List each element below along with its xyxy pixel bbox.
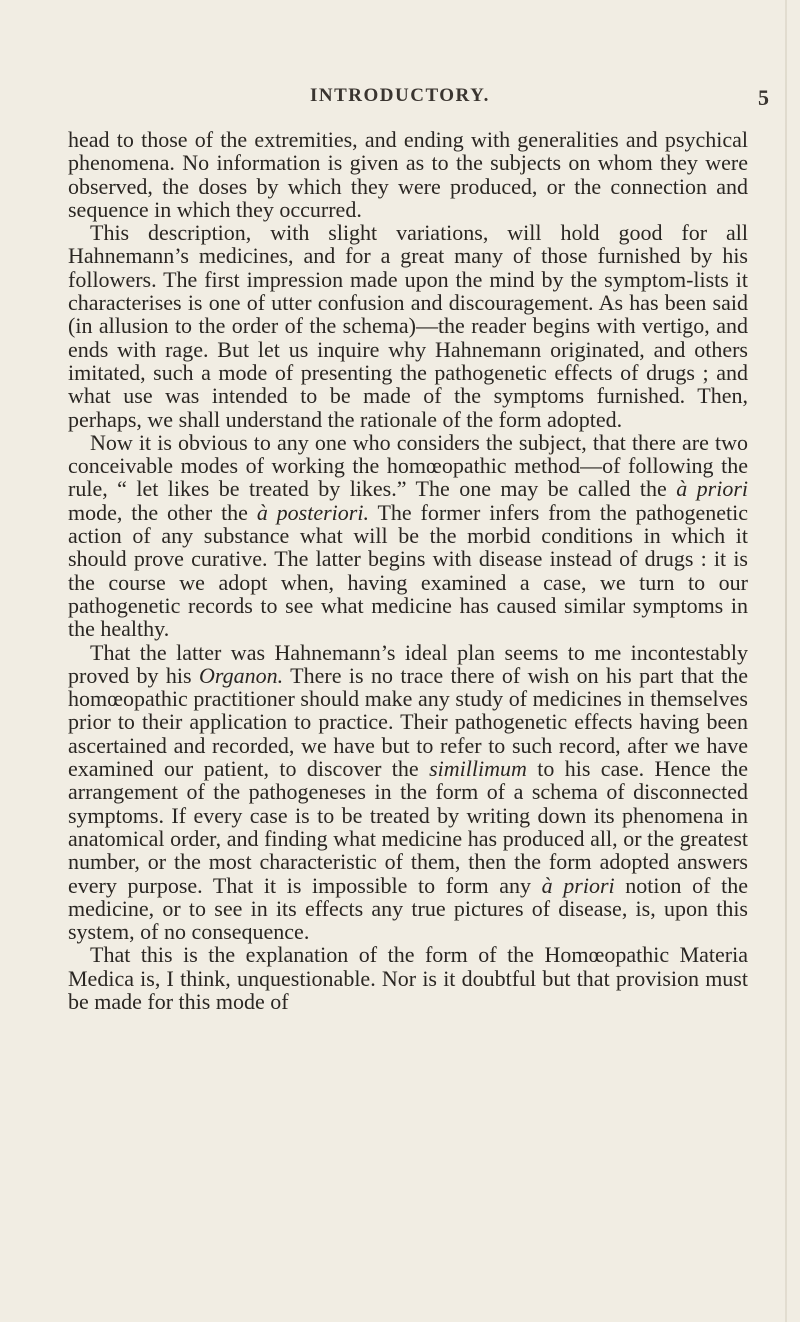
paragraph xyxy=(68,431,748,641)
body-text xyxy=(68,128,748,1013)
text-run: The former infers from the pathogenetic action of any substance what will be the morbid conditions in which it should prove curative. The latter begins with disease instead of drugs : it is the course we adopt when, having examined a case, we turn to our pathogenetic records to see what medicine has caused similar symptoms in the healthy. xyxy=(68,499,748,642)
page-gutter-shadow xyxy=(785,0,787,1322)
text-run: Now it is obvious to any one who considers the subject, that there are two conceivable modes of working the homœopathic method—of following the rule, “ let likes be treated by likes.” The one may be called the xyxy=(68,429,748,502)
paragraph: This description, with slight variations, will hold good for all Hahnemann’s medicines, and for a great many of those furnished by his followers. The first impression made upon the mind by the symptom-lists it characterises is one of utter confusion and discouragement. As has been said (in allusion to the order of the schema)—the reader begins with vertigo, and ends with rage. But let us inquire why Hahnemann originated, and others imitated, such a mode of presenting the pathogenetic effects of drugs ; and what use was intended to be made of the symptoms furnished. Then, perhaps, we shall understand the rationale of the form adopted. xyxy=(68,220,748,432)
text-run: mode, the other the xyxy=(68,499,257,525)
text-run: That the latter was Hahnemann’s ideal plan seems to me incontestably proved by his xyxy=(68,639,748,688)
italic-term: à priori xyxy=(676,476,748,502)
italic-term: Organon. xyxy=(199,662,284,688)
text-run: to his case. Hence the arrangement of the pathogeneses in the form of a schema of disconnected symptoms. If every case is to be treated by writing down its phenomena in anatomical order, and finding what medicine has produced all, or the greatest number, or the most characteristic of them, then the form adopted answers every purpose. That it is impossible to form any xyxy=(68,756,748,898)
paragraph: head to those of the extremities, and ending with generalities and psychical phenomena. No information is given as to the subjects on whom they were observed, the doses by which they were produced, or the connection and sequence in which they occurred. xyxy=(68,127,748,222)
italic-term: à posteriori. xyxy=(256,499,369,525)
page-number: 5 xyxy=(758,85,769,110)
text-run: notion of the medicine, or to see in its effects any true pictures of disease, is, upon this system, of no consequence. xyxy=(68,872,748,945)
text-run: There is no trace there of wish on his part that the homœopathic practitioner should make any study of medicines in themselves prior to their application to practice. Their pathogenetic effects having been ascertained and recorded, we have but to refer to such record, after we have examined our patient, to discover the xyxy=(68,662,749,782)
italic-term: simillimum xyxy=(429,756,527,782)
paragraph xyxy=(68,641,748,944)
running-head xyxy=(0,85,800,115)
italic-term: à priori xyxy=(541,872,615,898)
paragraph: That this is the explanation of the form of the Homœopathic Materia Medica is, I think, unquestionable. Nor is it doubtful but that provision must be made for this mode of xyxy=(68,942,748,1014)
running-title: INTRODUCTORY. xyxy=(310,85,490,106)
